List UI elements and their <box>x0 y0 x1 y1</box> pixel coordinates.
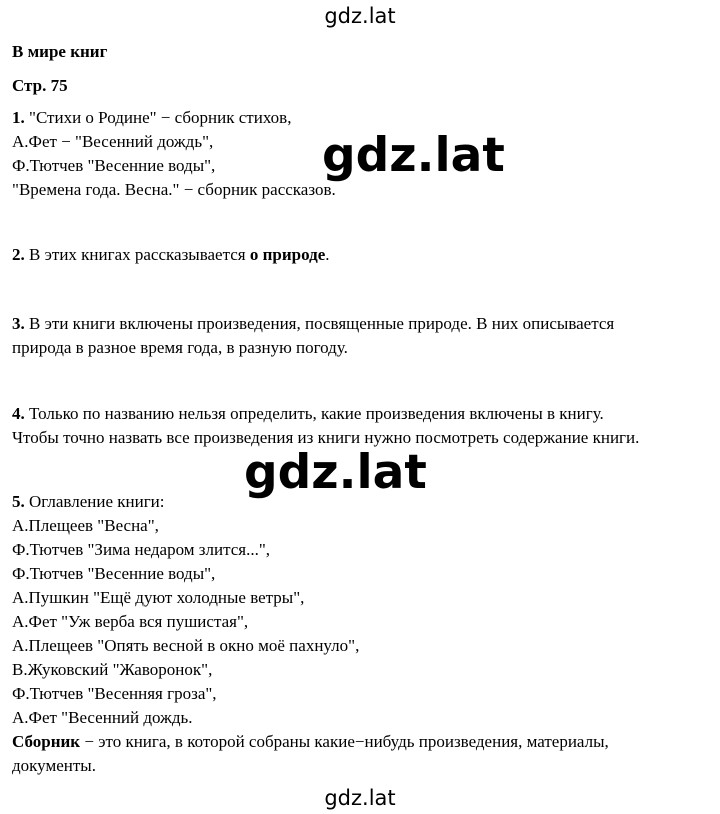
answer-1-line-3: Ф.Тютчев "Весенние воды", <box>12 156 216 175</box>
answer-5-line-2: А.Плещеев "Весна", <box>12 516 159 535</box>
answer-5-line-9: Ф.Тютчев "Весенняя гроза", <box>12 684 217 703</box>
watermark-middle-1: gdz.lat <box>322 128 505 183</box>
answer-4-line-1: 4. Только по названию нельзя определить, какие произведения включены в книгу. <box>12 404 604 423</box>
section-title: В мире книг <box>12 42 108 61</box>
answer-5-line-10: А.Фет "Весенний дождь. <box>12 708 193 727</box>
watermark-bottom: gdz.lat <box>324 786 396 810</box>
answer-1-line-1: 1. "Стихи о Родине" − сборник стихов, <box>12 108 292 127</box>
answer-1-line-4: "Времена года. Весна." − сборник рассказов. <box>12 180 336 199</box>
answer-4-line-2: Чтобы точно назвать все произведения из книги нужно посмотреть содержание книги. <box>12 428 640 447</box>
answer-2: 2. В этих книгах рассказывается о природе. <box>12 245 330 264</box>
page-reference: Стр. 75 <box>12 76 68 95</box>
answer-1-line-2: А.Фет − "Весенний дождь", <box>12 132 214 151</box>
answer-3-line-2: природа в разное время года, в разную погоду. <box>12 338 348 357</box>
answer-5-line-8: В.Жуковский "Жаворонок", <box>12 660 213 679</box>
answer-5-line-6: А.Фет "Уж верба вся пушистая", <box>12 612 249 631</box>
watermark-top: gdz.lat <box>324 4 396 28</box>
answer-3-line-1: 3. В эти книги включены произведения, посвященные природе. В них описывается <box>12 314 615 333</box>
answer-5-line-3: Ф.Тютчев "Зима недаром злится...", <box>12 540 271 559</box>
answer-5-line-7: А.Плещеев "Опять весной в окно моё пахнуло", <box>12 636 360 655</box>
answer-5-line-1: 5. Оглавление книги: <box>12 492 165 511</box>
answer-5-line-4: Ф.Тютчев "Весенние воды", <box>12 564 216 583</box>
definition-line-2: документы. <box>12 756 96 775</box>
answer-5-line-5: А.Пушкин "Ещё дуют холодные ветры", <box>12 588 305 607</box>
watermark-middle-2: gdz.lat <box>244 445 427 500</box>
definition-line-1: Сборник − это книга, в которой собраны какие−нибудь произведения, материалы, <box>12 732 609 751</box>
